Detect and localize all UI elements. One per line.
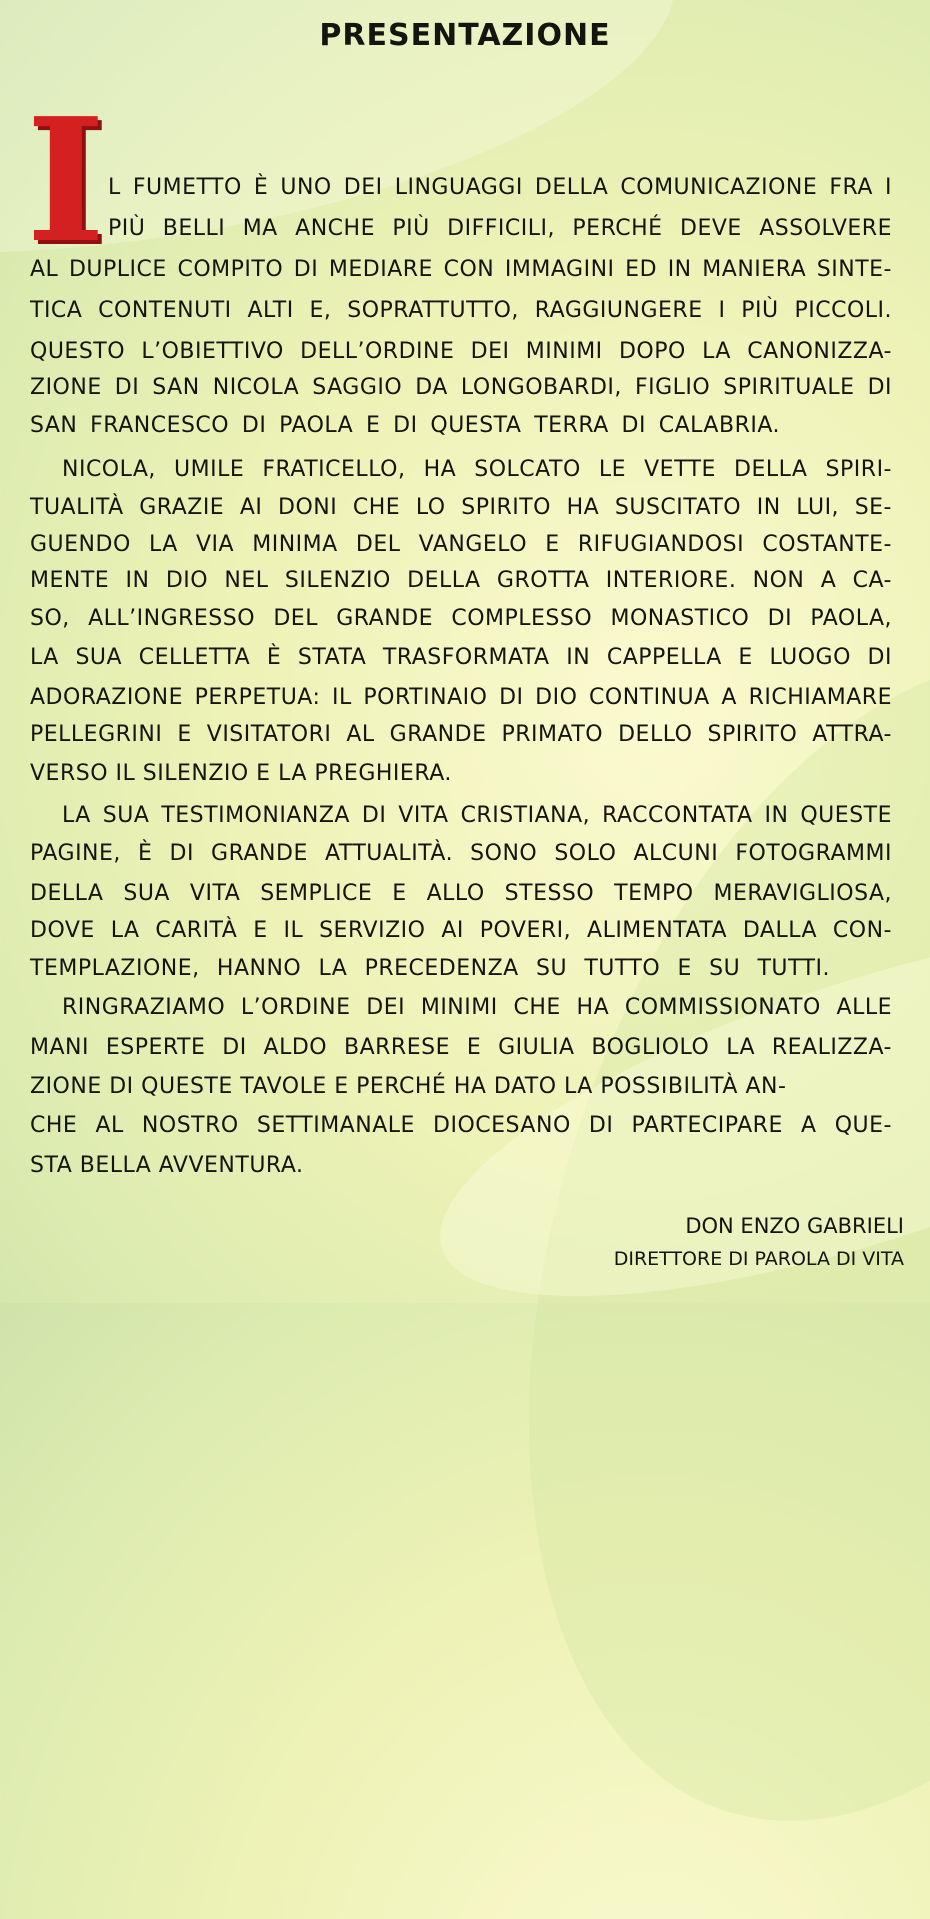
text-line: ZIONE DI SAN NICOLA SAGGIO DA LONGOBARDI, FIGLIO SPIRITUALE DI: [30, 375, 892, 400]
text-line: RINGRAZIAMO L’ORDINE DEI MINIMI CHE HA COMMISSIONATO ALLE: [62, 995, 892, 1020]
text-line: ZIONE DI QUESTE TAVOLE E PERCHÉ HA DATO LA POSSIBILITÀ AN-: [30, 1074, 787, 1099]
signature-role: DIRETTORE DI PAROLA DI VITA: [613, 1248, 904, 1270]
text-line: DOVE LA CARITÀ E IL SERVIZIO AI POVERI, ALIMENTATA DALLA CON-: [30, 918, 892, 943]
text-line: NICOLA, UMILE FRATICELLO, HA SOLCATO LE VETTE DELLA SPIRI-: [62, 457, 892, 482]
drop-cap: I: [26, 81, 106, 281]
text-line: LA SUA TESTIMONIANZA DI VITA CRISTIANA, RACCONTATA IN QUESTE: [62, 803, 892, 828]
text-line: ADORAZIONE PERPETUA: IL PORTINAIO DI DIO CONTINUA A RICHIAMARE: [30, 685, 892, 710]
text-line: VERSO IL SILENZIO E LA PREGHIERA.: [30, 761, 452, 786]
text-line: STA BELLA AVVENTURA.: [30, 1153, 304, 1178]
text-line: TICA CONTENUTI ALTI E, SOPRATTUTTO, RAGGIUNGERE I PIÙ PICCOLI.: [30, 298, 892, 323]
text-line: CHE AL NOSTRO SETTIMANALE DIOCESANO DI PARTECIPARE A QUE-: [30, 1113, 892, 1138]
page-title: PRESENTAZIONE: [319, 18, 611, 53]
text-line: MANI ESPERTE DI ALDO BARRESE E GIULIA BOGLIOLO LA REALIZZA-: [30, 1035, 892, 1060]
text-line: PELLEGRINI E VISITATORI AL GRANDE PRIMATO DELLO SPIRITO ATTRA-: [30, 722, 892, 747]
text-line: QUESTO L’OBIETTIVO DELL’ORDINE DEI MINIMI DOPO LA CANONIZZA-: [30, 339, 892, 364]
text-line: PAGINE, È DI GRANDE ATTUALITÀ. SONO SOLO ALCUNI FOTOGRAMMI: [30, 841, 892, 866]
text-line: SO, ALL’INGRESSO DEL GRANDE COMPLESSO MONASTICO DI PAOLA,: [30, 606, 892, 631]
text-line: PIÙ BELLI MA ANCHE PIÙ DIFFICILI, PERCHÉ DEVE ASSOLVERE: [108, 216, 892, 241]
background-swoosh: [392, 561, 930, 1919]
text-line: SAN FRANCESCO DI PAOLA E DI QUESTA TERRA DI CALABRIA.: [30, 413, 780, 438]
signature-name: DON ENZO GABRIELI: [685, 1214, 904, 1238]
text-line: MENTE IN DIO NEL SILENZIO DELLA GROTTA INTERIORE. NON A CA-: [30, 568, 892, 593]
text-line: LA SUA CELLETTA È STATA TRASFORMATA IN CAPPELLA E LUOGO DI: [30, 645, 892, 670]
text-line: AL DUPLICE COMPITO DI MEDIARE CON IMMAGINI ED IN MANIERA SINTE-: [30, 257, 892, 282]
text-line: TUALITÀ GRAZIE AI DONI CHE LO SPIRITO HA SUSCITATO IN LUI, SE-: [30, 495, 892, 520]
text-line: DELLA SUA VITA SEMPLICE E ALLO STESSO TEMPO MERAVIGLIOSA,: [30, 881, 892, 906]
text-line: L FUMETTO È UNO DEI LINGUAGGI DELLA COMUNICAZIONE FRA I: [108, 175, 892, 200]
text-line: TEMPLAZIONE, HANNO LA PRECEDENZA SU TUTTO E SU TUTTI.: [30, 956, 830, 981]
text-line: GUENDO LA VIA MINIMA DEL VANGELO E RIFUGIANDOSI COSTANTE-: [30, 532, 892, 557]
